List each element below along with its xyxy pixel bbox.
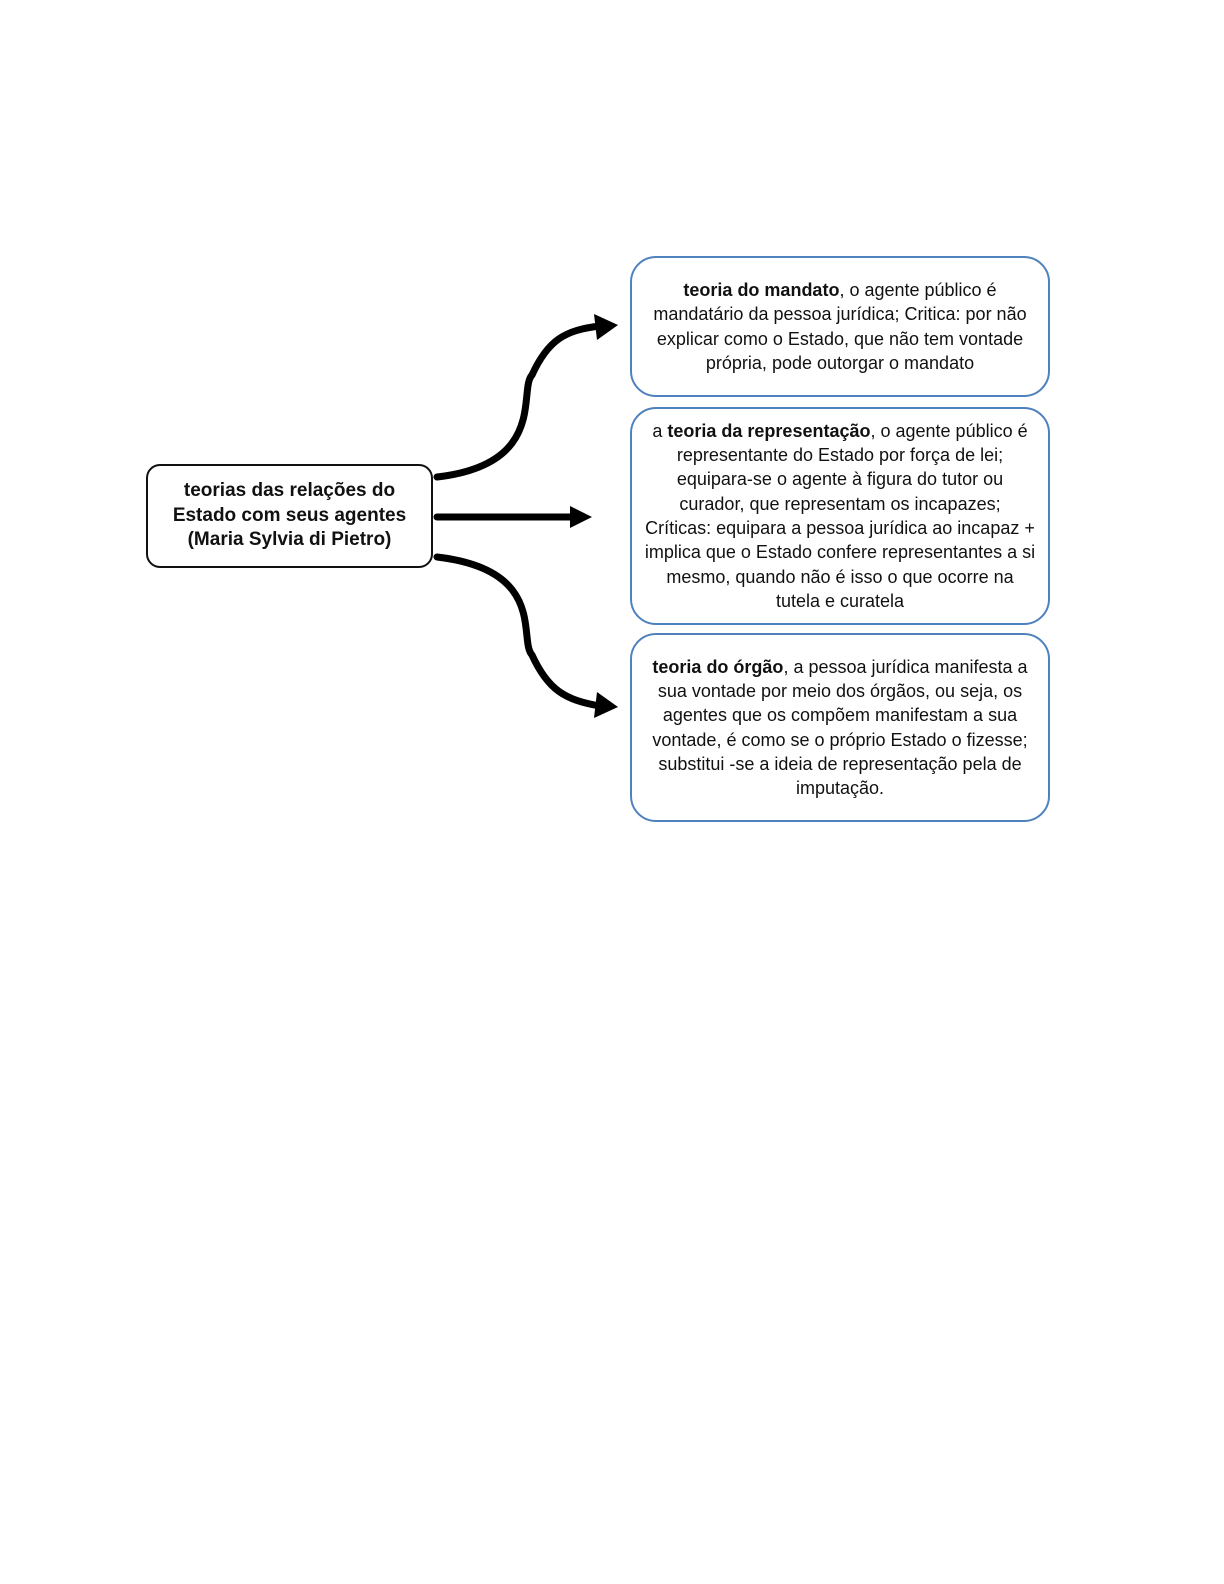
- node-representacao-description: , o agente público é representante do Estado por força de lei; equipara-se o agente à figura do tutor ou curador, que representam os incapazes; Críticas: equipara a pessoa jurídica ao incapaz + implica que o Estado confere representantes a si mesmo, quando não é isso o que ocorre na tutela e curatela: [644, 420, 1036, 611]
- arrowhead-mandato: [594, 314, 618, 340]
- node-orgao-title: teoria do órgão: [652, 656, 784, 677]
- node-orgao-text: [644, 655, 1036, 801]
- node-teoria-da-representacao: [630, 407, 1050, 625]
- node-representacao-prefix: a: [652, 420, 668, 441]
- node-teoria-do-orgao: [630, 633, 1050, 822]
- arrow-to-mandato: [437, 326, 600, 477]
- arrow-to-orgao: [437, 557, 600, 706]
- node-mandato-title: teoria do mandato: [683, 279, 840, 300]
- arrowhead-orgao: [594, 692, 618, 718]
- node-representacao-text: [644, 419, 1036, 613]
- node-teoria-do-mandato: [630, 256, 1050, 397]
- node-mandato-text: [644, 278, 1036, 375]
- arrowhead-representacao: [570, 506, 592, 528]
- root-node-label: teorias das relações do Estado com seus agentes (Maria Sylvia di Pietro): [172, 480, 407, 551]
- node-mandato-description: , o agente público é mandatário da pessoa jurídica; Critica: por não explicar como o Estado, que não tem vontade própria, pode outorgar o mandato: [653, 279, 1027, 373]
- node-orgao-description: , a pessoa jurídica manifesta a sua vontade por meio dos órgãos, ou seja, os agentes que os compõem manifestam a sua vontade, é como se o próprio Estado o fizesse; substitui -se a ideia de representação pela de imputação.: [652, 656, 1028, 799]
- root-node: [146, 464, 433, 568]
- node-representacao-title: teoria da representação: [667, 420, 871, 441]
